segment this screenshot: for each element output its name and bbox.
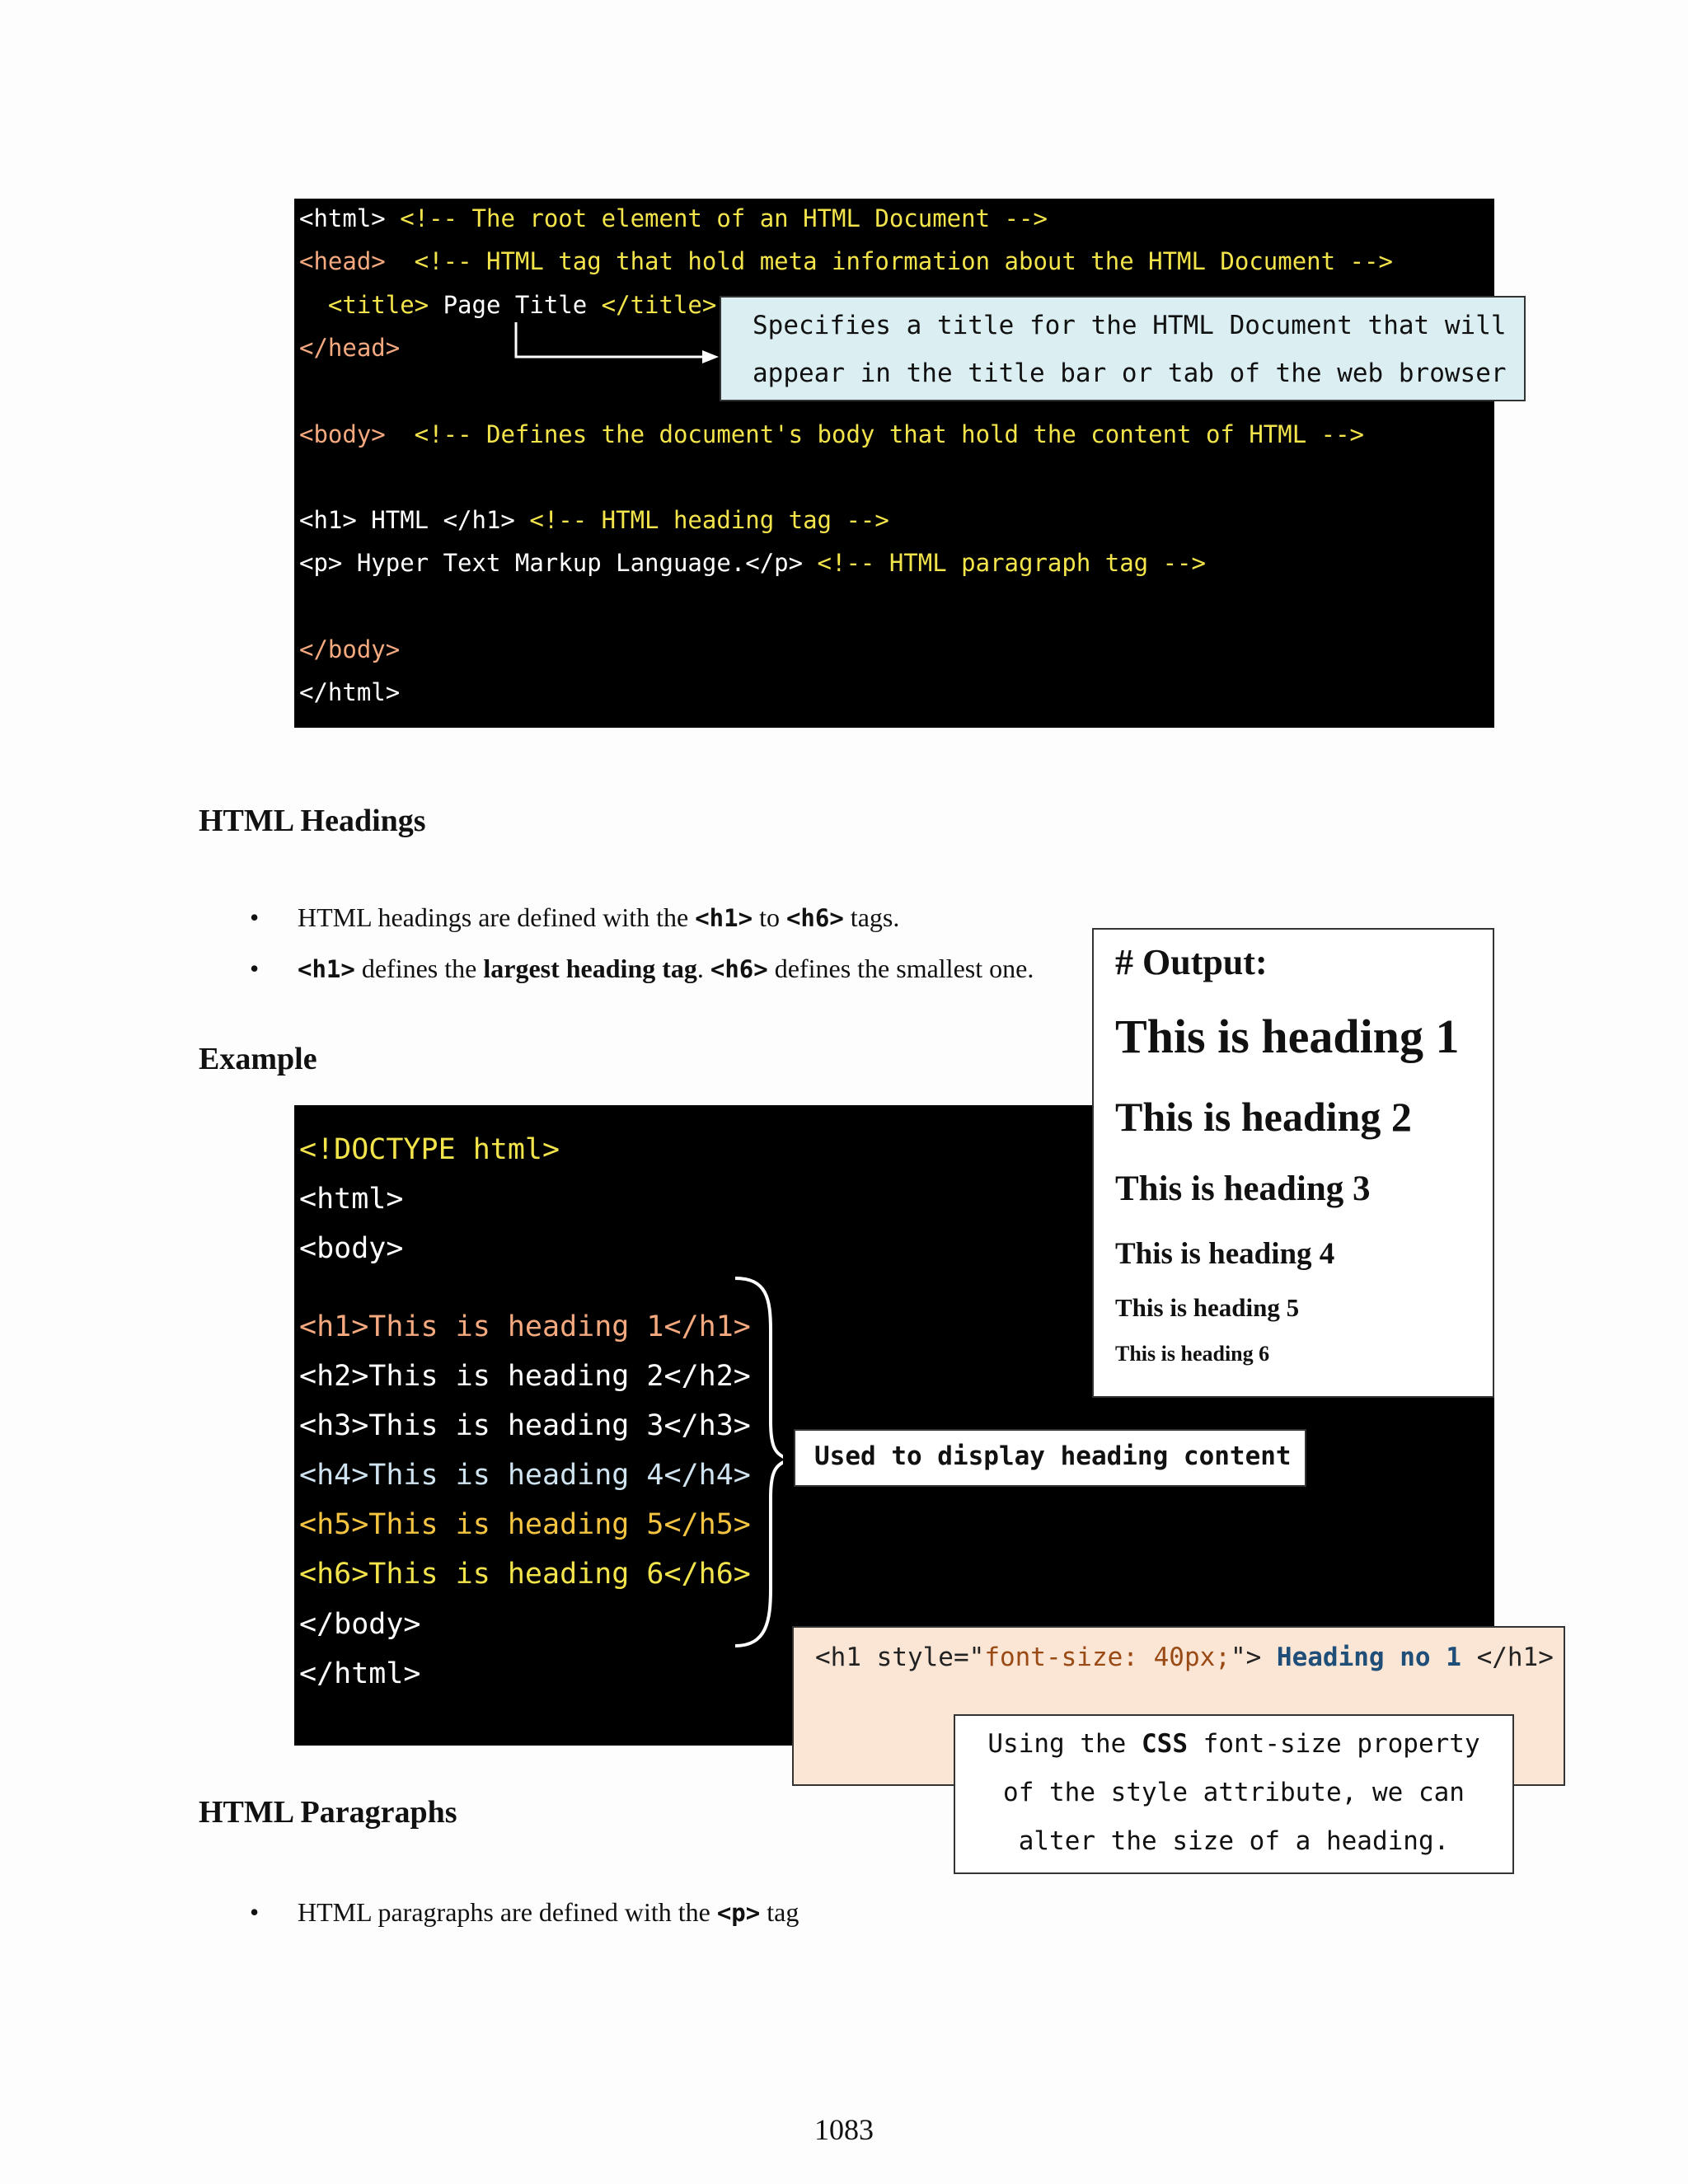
code-block-headings-example: <!DOCTYPE html> <html> <body> <h1>This is heading 1</h1> <h2>This is heading 2</h2> <h3>This is heading 3</h3> <h4>This is heading 4</h4> <h5>This is heading 5</h5> <h6>This is heading 6</h6> </body> </html> xyxy=(294,1105,1494,1746)
code-line: </html> xyxy=(299,678,401,706)
code-line: </head> xyxy=(299,334,401,362)
code-line: <p> Hyper Text Markup Language.</p> <!-- HTML paragraph tag --> xyxy=(299,549,1206,577)
page-number: 1083 xyxy=(814,2113,874,2146)
css-explanation-note: Using the CSS font-size property of the style attribute, we can alter the size of a heading. xyxy=(954,1714,1514,1874)
code-line: <html> <!-- The root element of an HTML Document --> xyxy=(299,204,1048,232)
section-title-headings: HTML Headings xyxy=(199,804,426,838)
arrow-connector-icon xyxy=(511,317,725,367)
code-line: <head> <!-- HTML tag that hold meta information about the HTML Document --> xyxy=(299,247,1393,275)
heading-content-note: Used to display heading content xyxy=(794,1429,1306,1487)
code-line: <h1> HTML </h1> <!-- HTML heading tag --> xyxy=(299,506,889,534)
list-item: • HTML headings are defined with the <h1> to <h6> tags. xyxy=(250,902,900,932)
list-item: • <h1> defines the largest heading tag. <h6> defines the smallest one. xyxy=(250,954,1034,983)
output-preview-box: # Output: This is heading 1 This is heading 2 This is heading 3 This is heading 4 This is heading 5 This is heading 6 xyxy=(1092,928,1494,1398)
code-block-document-structure xyxy=(294,199,1494,728)
section-title-example: Example xyxy=(199,1042,317,1076)
section-title-paragraphs: HTML Paragraphs xyxy=(199,1795,457,1830)
css-font-size-example: <h1 style="font-size: 40px;"> Heading no 1 </h1> xyxy=(792,1626,1565,1786)
title-tag-note: Specifies a title for the HTML Document that will appear in the title bar or tab of the web browser xyxy=(720,296,1526,401)
code-line: <title> Page Title </title> xyxy=(299,291,717,319)
code-line: </body> xyxy=(299,635,401,663)
curly-brace-icon xyxy=(725,1273,783,1652)
list-item: • HTML paragraphs are defined with the <p> tag xyxy=(250,1897,799,1927)
code-line: <body> <!-- Defines the document's body that hold the content of HTML --> xyxy=(299,420,1365,448)
